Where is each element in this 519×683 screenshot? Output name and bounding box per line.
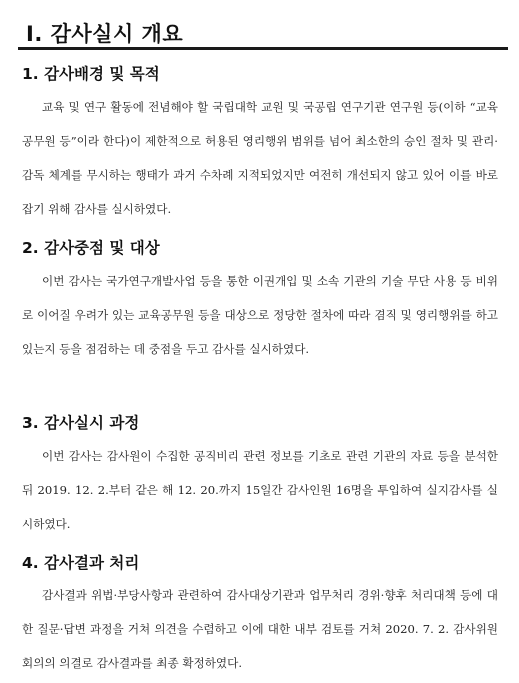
section-heading-1: 1. 감사배경 및 목적: [22, 65, 160, 83]
section-body-2: 이번 감사는 국가연구개발사업 등을 통한 이권개입 및 소속 기관의 기술 무단 사용 등 비위로 이어질 우려가 있는 교육공무원 등을 대상으로 정당한 절차에 따라 겸직 및 영리행위를 하고 있는지 등을 점검하는 데 중점을 두고 감사를 실시하였다.: [22, 274, 498, 356]
section-heading-4: 4. 감사결과 처리: [22, 554, 140, 572]
section-heading-2: 2. 감사중점 및 대상: [22, 239, 160, 257]
document-title: Ⅰ. 감사실시 개요: [26, 22, 184, 46]
section-body-3: 이번 감사는 감사원이 수집한 공직비리 관련 정보를 기초로 관련 기관의 자료 등을 분석한 뒤 2019. 12. 2.부터 같은 해 12. 20.까지 15일간 감사인원 16명을 투입하여 실지감사를 실시하였다.: [22, 449, 498, 531]
title-underline: [18, 47, 508, 50]
section-heading-3: 3. 감사실시 과정: [22, 414, 140, 432]
section-body-4: 감사결과 위법·부당사항과 관련하여 감사대상기관과 업무처리 경위·향후 처리대책 등에 대한 질문·답변 과정을 거쳐 의견을 수렴하고 이에 대한 내부 검토를 거쳐 2020. 7. 2. 감사위원회의의 의결로 감사결과를 최종 확정하였다.: [22, 588, 498, 670]
section-body-1: 교육 및 연구 활동에 전념해야 할 국립대학 교원 및 국공립 연구기관 연구원 등(이하 “교육공무원 등”이라 한다)이 제한적으로 허용된 영리행위 범위를 넘어 최소한의 승인 절차 및 관리·감독 체계를 무시하는 행태가 과거 수차례 지적되었지만 여전히 개선되지 않고 있어 이를 바로잡기 위해 감사를 실시하였다.: [22, 100, 498, 216]
